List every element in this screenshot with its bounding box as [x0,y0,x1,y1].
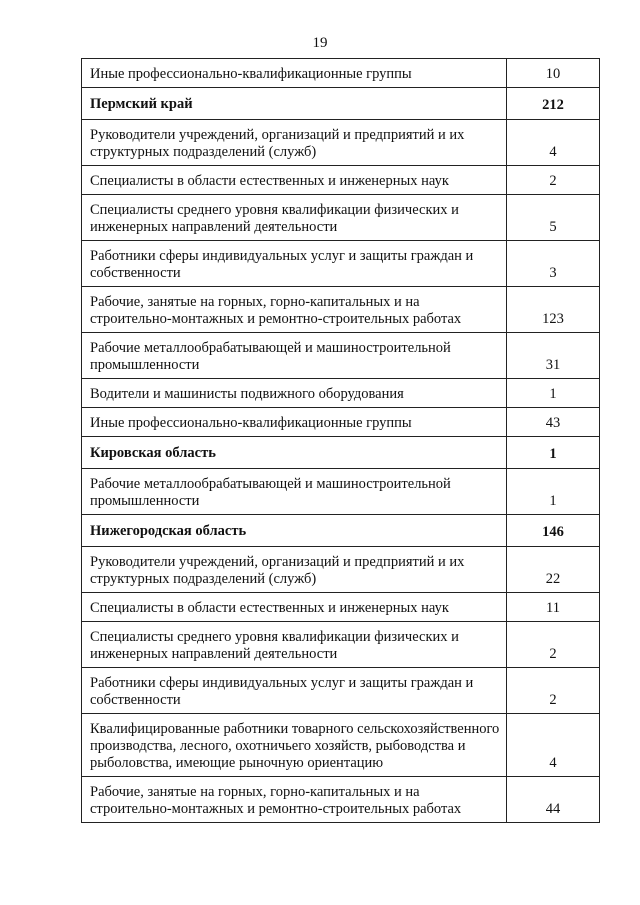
occupation-name: Работники сферы индивидуальных услуг и защиты граждан и собственности [82,241,507,287]
worker-count: 4 [507,120,600,166]
table-row [82,668,600,714]
occupation-name: Водители и машинисты подвижного оборудования [82,379,507,408]
region-total: 146 [507,515,600,547]
worker-count: 11 [507,593,600,622]
table-row [82,622,600,668]
worker-count: 10 [507,59,600,88]
table-row [82,777,600,823]
table-row [82,379,600,408]
occupation-name: Рабочие, занятые на горных, горно-капитальных и на строительно-монтажных и ремонтно-строительных работах [82,777,507,823]
table-row [82,120,600,166]
occupation-name: Работники сферы индивидуальных услуг и защиты граждан и собственности [82,668,507,714]
table-row [82,593,600,622]
occupation-name: Специалисты среднего уровня квалификации физических и инженерных направлений деятельности [82,195,507,241]
table-row [82,241,600,287]
worker-count: 3 [507,241,600,287]
worker-count: 5 [507,195,600,241]
worker-count: 22 [507,547,600,593]
worker-count: 1 [507,469,600,515]
occupation-table-body [82,59,600,823]
occupation-table [81,58,600,823]
region-row [82,515,600,547]
occupation-name: Квалифицированные работники товарного сельскохозяйственного производства, лесного, охотничьего хозяйств, рыбоводства и рыболовства, имеющие рыночную ориентацию [82,714,507,777]
region-name: Пермский край [82,88,507,120]
worker-count: 31 [507,333,600,379]
table-row [82,59,600,88]
worker-count: 44 [507,777,600,823]
table-row [82,469,600,515]
table-row [82,547,600,593]
worker-count: 123 [507,287,600,333]
occupation-name: Рабочие, занятые на горных, горно-капитальных и на строительно-монтажных и ремонтно-строительных работах [82,287,507,333]
occupation-name: Иные профессионально-квалификационные группы [82,59,507,88]
occupation-name: Специалисты в области естественных и инженерных наук [82,593,507,622]
worker-count: 4 [507,714,600,777]
occupation-name: Рабочие металлообрабатывающей и машиностроительной промышленности [82,469,507,515]
worker-count: 2 [507,166,600,195]
occupation-name: Рабочие металлообрабатывающей и машиностроительной промышленности [82,333,507,379]
worker-count: 1 [507,379,600,408]
table-row [82,714,600,777]
region-total: 1 [507,437,600,469]
worker-count: 2 [507,622,600,668]
worker-count: 2 [507,668,600,714]
table-row [82,408,600,437]
region-total: 212 [507,88,600,120]
region-name: Кировская область [82,437,507,469]
occupation-name: Руководители учреждений, организаций и предприятий и их структурных подразделений (служб) [82,120,507,166]
table-row [82,287,600,333]
occupation-name: Специалисты в области естественных и инженерных наук [82,166,507,195]
table-row [82,166,600,195]
occupation-name: Специалисты среднего уровня квалификации физических и инженерных направлений деятельности [82,622,507,668]
region-row [82,437,600,469]
occupation-name: Иные профессионально-квалификационные группы [82,408,507,437]
region-row [82,88,600,120]
worker-count: 43 [507,408,600,437]
page-number: 19 [312,35,328,51]
table-row [82,195,600,241]
table-row [82,333,600,379]
region-name: Нижегородская область [82,515,507,547]
occupation-name: Руководители учреждений, организаций и предприятий и их структурных подразделений (служб) [82,547,507,593]
